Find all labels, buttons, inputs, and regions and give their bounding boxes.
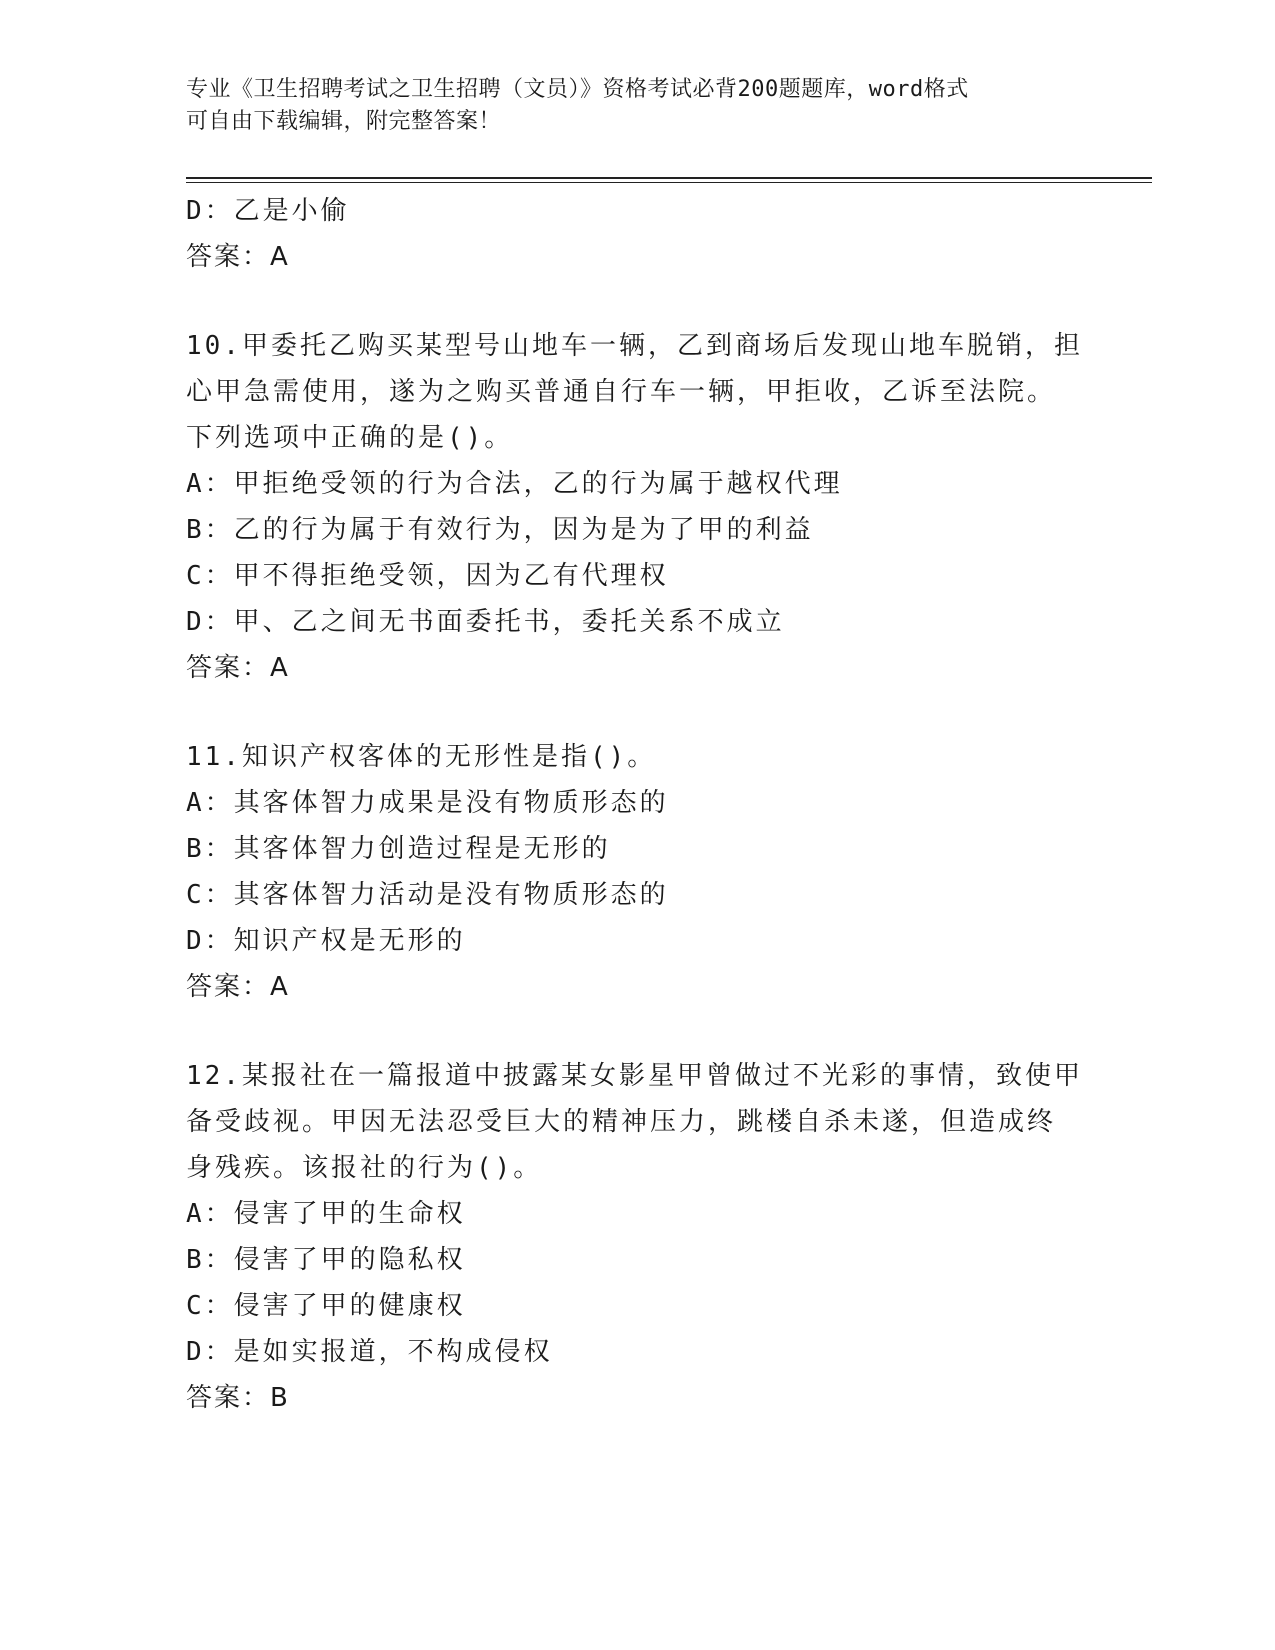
question-text-line: 身残疾。该报社的行为()。 — [186, 1153, 543, 1183]
option-d: D：知识产权是无形的 — [186, 926, 466, 956]
option-d: D：是如实报道，不构成侵权 — [186, 1337, 553, 1367]
question-11 — [186, 734, 1086, 1010]
question-text-line: 下列选项中正确的是()。 — [186, 423, 514, 453]
option-a: A：侵害了甲的生命权 — [186, 1199, 466, 1229]
answer-line: 答案：B — [186, 1383, 290, 1413]
option-c: C：甲不得拒绝受领，因为乙有代理权 — [186, 561, 669, 591]
header-divider-thick — [186, 177, 1152, 179]
question-text-line: 心甲急需使用，遂为之购买普通自行车一辆，甲拒收，乙诉至法院。 — [186, 377, 1057, 407]
question-content — [186, 188, 1086, 1421]
question-12 — [186, 1053, 1086, 1421]
option-d: D：乙是小偷 — [186, 196, 350, 226]
option-d: D：甲、乙之间无书面委托书，委托关系不成立 — [186, 607, 785, 637]
header-divider-thin — [186, 182, 1152, 183]
option-a: A：甲拒绝受领的行为合法，乙的行为属于越权代理 — [186, 469, 843, 499]
previous-question-tail — [186, 188, 1086, 280]
question-text-line: 12.某报社在一篇报道中披露某女影星甲曾做过不光彩的事情，致使甲 — [186, 1061, 1083, 1091]
option-b: B：其客体智力创造过程是无形的 — [186, 834, 611, 864]
question-text-line: 10.甲委托乙购买某型号山地车一辆，乙到商场后发现山地车脱销，担 — [186, 331, 1083, 361]
question-10 — [186, 323, 1086, 691]
question-text-line: 11.知识产权客体的无形性是指()。 — [186, 742, 657, 772]
option-c: C：其客体智力活动是没有物质形态的 — [186, 880, 669, 910]
question-text-line: 备受歧视。甲因无法忍受巨大的精神压力，跳楼自杀未遂，但造成终 — [186, 1107, 1057, 1137]
option-b: B：侵害了甲的隐私权 — [186, 1245, 466, 1275]
option-a: A：其客体智力成果是没有物质形态的 — [186, 788, 669, 818]
option-c: C：侵害了甲的健康权 — [186, 1291, 466, 1321]
answer-line: 答案：A — [186, 242, 290, 272]
page-header — [186, 74, 1066, 138]
option-b: B：乙的行为属于有效行为，因为是为了甲的利益 — [186, 515, 814, 545]
answer-line: 答案：A — [186, 972, 290, 1002]
header-line-2: 可自由下载编辑，附完整答案！ — [186, 109, 502, 134]
answer-line: 答案：A — [186, 653, 290, 683]
header-line-1: 专业《卫生招聘考试之卫生招聘（文员）》资格考试必背200题题库，word格式 — [186, 77, 969, 102]
